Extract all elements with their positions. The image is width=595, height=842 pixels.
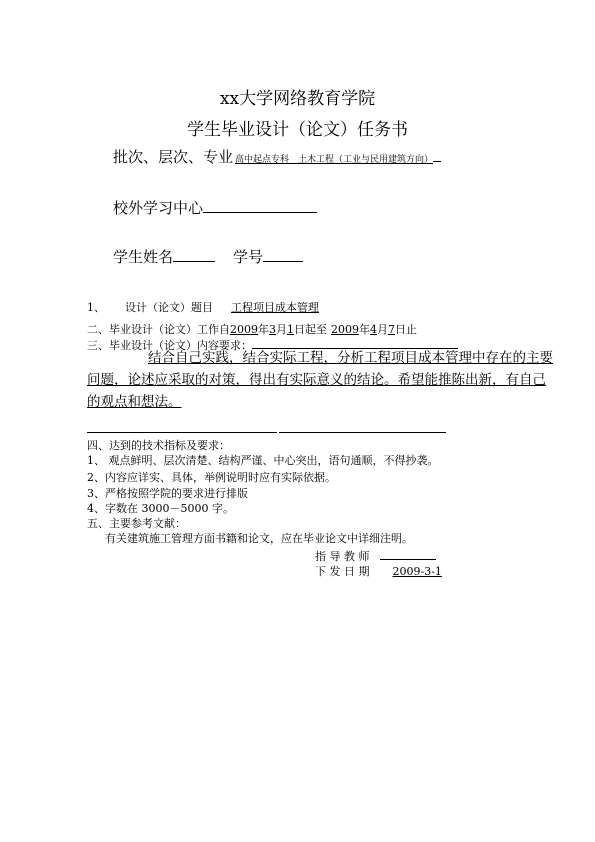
period-end: 日止 [395,323,417,336]
topic-label: 设计（论文）题目 [125,301,213,314]
name-blank [173,248,215,262]
advisor-row [315,546,436,564]
advisor-blank [380,546,436,560]
tech-req-item: 2、内容应详实、具体，举例说明时应有实际依据。 [87,471,336,484]
topic-row [87,299,347,315]
period-month-char: 月 [276,323,287,336]
id-label: 学号 [233,248,264,266]
section1-number: 1、 [87,301,105,314]
period-start-year: 2009 [230,323,258,336]
tech-req-item: 3、严格按照学院的要求进行排版 [87,487,248,500]
period-year-char-2: 年 [359,323,370,336]
name-label: 学生姓名 [113,248,174,266]
name-row [113,246,303,267]
document-title: 学生毕业设计（论文）任务书 [187,120,408,140]
topic-value: 工程项目成本管理 [231,301,319,314]
batch-value: 高中起点专科 土木工程（工业与民用建筑方向） [235,155,434,165]
period-start-day: 1 [287,323,294,336]
divider-left [87,432,277,433]
tech-req-label: 四、达到的技术指标及要求： [87,439,230,452]
issue-date-row [315,563,444,579]
center-row [113,197,317,218]
batch-label: 批次、层次、专业 [113,148,234,166]
period-end-month: 4 [370,323,377,336]
period-end-day: 7 [388,323,395,336]
issue-date-label: 下 发 日 期 [315,565,370,578]
id-blank [263,248,303,262]
batch-row [113,146,441,167]
advisor-label: 指 导 教 师 [315,550,370,563]
divider-right [279,432,446,433]
tech-req-item: 4、字数在 3000－5000 字。 [87,502,234,515]
period-year-char: 年 [258,323,269,336]
period-mid: 日起至 [294,323,327,336]
content-req-label: 三、毕业设计（论文）内容要求： [87,339,252,352]
school-title: xx大学网络教育学院 [219,89,376,109]
batch-underline [433,148,441,162]
content-req-body: 结合自己实践，结合实际工程，分析工程项目成本管理中存在的主要问题，论述应采取的对策，得出有实际意义的结论。希望能推陈出新，有自己的观点和想法。 [87,350,553,410]
issue-date-value: 2009-3-1 [392,565,442,578]
period-prefix: 二、毕业设计（论文）工作自 [87,323,230,336]
references-body: 有关建筑施工管理方面书籍和论文，应在毕业论文中详细注明。 [105,532,413,545]
center-blank [203,199,317,213]
period-end-year: 2009 [331,323,359,336]
period-month-char-2: 月 [377,323,388,336]
tech-req-item: 1、 观点鲜明、层次清楚、结构严谨、中心突出，语句通顺，不得抄袭。 [87,454,439,467]
center-label: 校外学习中心 [113,199,204,217]
period-start-month: 3 [269,323,276,336]
references-label: 五、主要参考文献： [87,517,186,530]
